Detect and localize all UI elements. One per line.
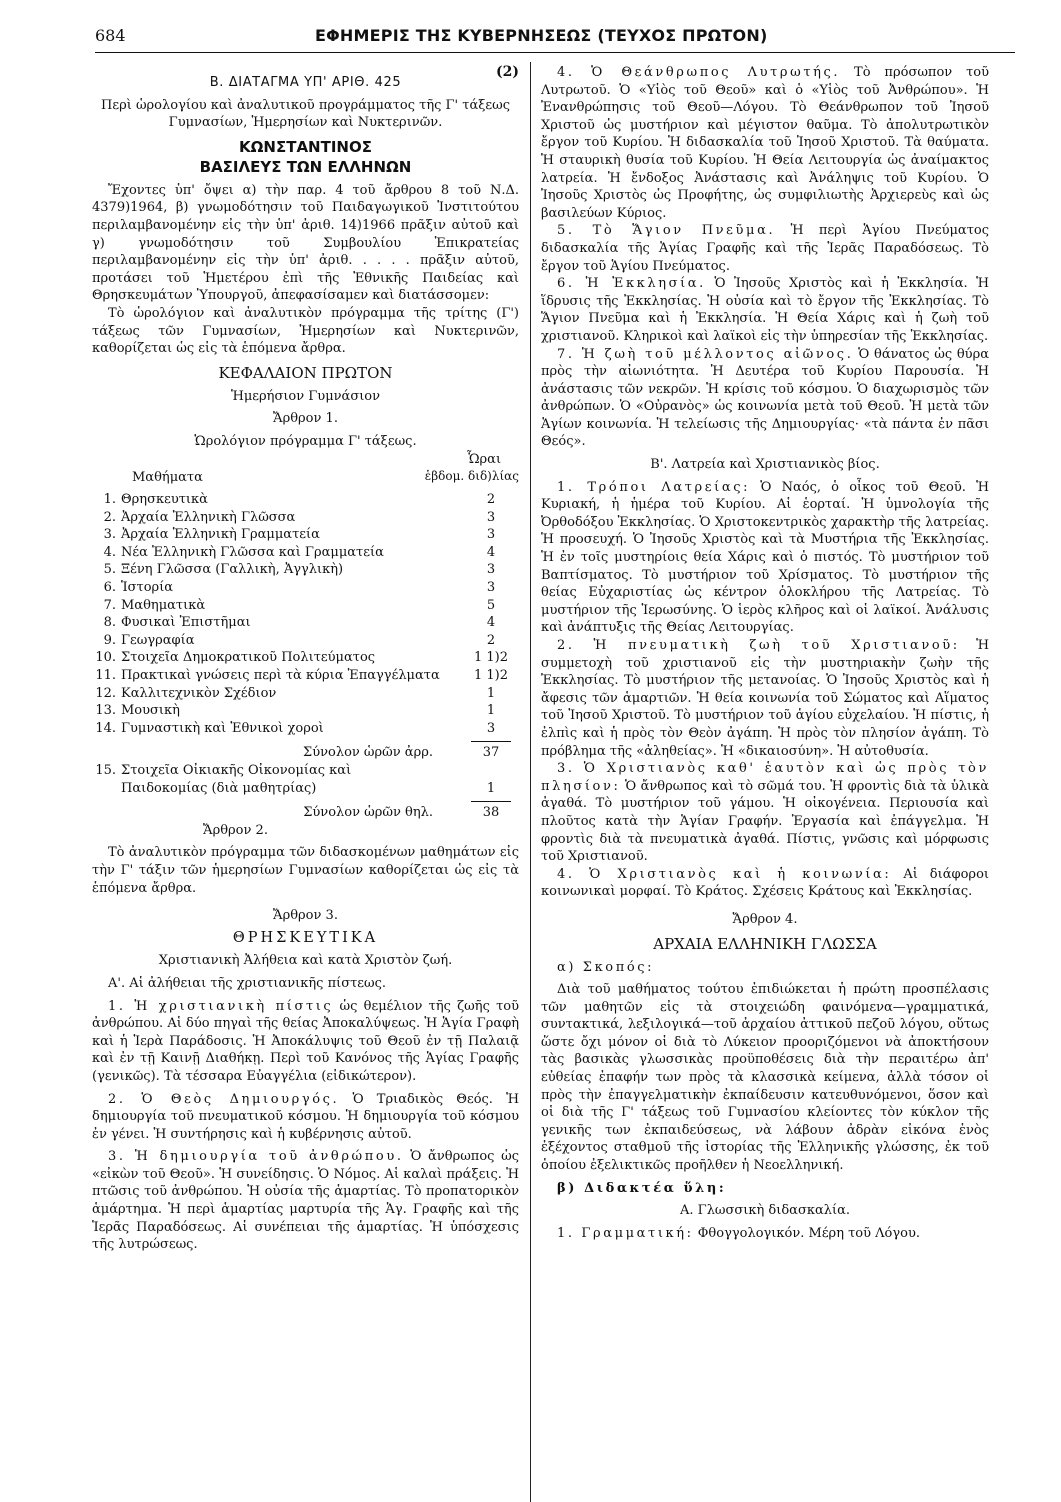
- teaching-matter-heading: β) Διδακτέα ὕλη:: [557, 1180, 727, 1196]
- chapter-subheading: Ἡμερήσιον Γυμνάσιον: [230, 388, 381, 404]
- intro-paragraph: Τὸ ὡρολόγιον καὶ ἀναλυτικὸν πρόγραμμα τῆς τρίτης (Γ') τάξεως τῶν Γυμνασίων, Ἡμερησίων καὶ Νυκτερινῶν, καθορίζεται ὡς εἰς τὰ ἑπόμενα ἄρθρα.: [92, 305, 519, 357]
- worship-item-1-title: 1. Τρόποι Λατρείας:: [557, 479, 751, 495]
- article-1-heading: Ἄρθρον 1.: [273, 411, 338, 427]
- section-b-heading: Β'. Λατρεία καὶ Χριστιανικὸς βίος.: [650, 457, 880, 473]
- table-row: 4. Νέα Ἑλληνικὴ Γλῶσσα καὶ Γραμματεία 4: [103, 544, 496, 560]
- religion-item-5-title: 5. Τὸ Ἅγιον Πνεῦμα.: [557, 223, 776, 239]
- table-row: 10. Στοιχεῖα Δημοκρατικοῦ Πολιτεύματος 1 1)2: [95, 650, 509, 666]
- religion-item-5: 5. Τὸ Ἅγιον Πνεῦμα. Ἡ περὶ Ἁγίου Πνεύματος διδασκαλία τῆς Ἁγίας Γραφῆς καὶ τῆς Ἱερᾶς Παραδόσεως. Τὸ ἔργον τοῦ Ἁγίου Πνεύματος.: [541, 223, 989, 274]
- table-row: 2. Ἀρχαία Ἑλληνικὴ Γλῶσσα 3: [103, 509, 496, 525]
- table-row: 11. Πρακτικαὶ γνώσεις περὶ τὰ κύρια Ἐπαγγέλματα 1 1)2: [95, 668, 509, 684]
- decree-title: Β. ΔΙΑΤΑΓΜΑ ΥΠ' ΑΡΙΘ. 425: [209, 75, 402, 90]
- grammar-item: 1. Γραμματική: Φθογγολογικόν. Μέρη τοῦ Λόγου.: [557, 1225, 921, 1241]
- religion-item-2: 2. Ὁ Θεὸς Δημιουργός. Ὁ Τριαδικὸς Θεός. Ἡ δημιουργία τοῦ πνευματικοῦ κόσμου. Ἡ δημιουργία τοῦ κόσμου ἐν γένει. Ἡ συντήρησις καὶ ἡ κυβέρνησις αὐτοῦ.: [92, 1091, 519, 1142]
- hours-column-subheader: ἑβδομ. διδ)λίας: [424, 469, 519, 484]
- total-girls-row: [92, 802, 519, 822]
- timetable-title: Ὡρολόγιον πρόγραμμα Γ' τάξεως.: [194, 433, 417, 449]
- left-column: [92, 64, 519, 1254]
- page-header: [95, 26, 1015, 53]
- king-title: ΒΑΣΙΛΕΥΣ ΤΩΝ ΕΛΛΗΝΩΝ: [199, 157, 412, 176]
- preamble: Ἔχοντες ὑπ' ὄψει α) τὴν παρ. 4 τοῦ ἄρθρου 8 τοῦ Ν.Δ. 4379)1964, β) γνωμοδότησιν τοῦ Παιδαγωγικοῦ Ἰνστιτούτου περιλαμβανομένην εἰς τὴν ὑπ' ἀριθ. 14)1966 πρᾶξιν αὐτοῦ καὶ γ) γνωμοδότησιν τοῦ Συμβουλίου Ἐπικρατείας περιλαμβανομένην εἰς τὴν ὑπ' ἀριθ. . . . . πρᾶξιν αὐτοῦ, προτάσει τοῦ Ἡμετέρου ἐπὶ τῆς Ἐθνικῆς Παιδείας καὶ Θρησκευμάτων Ὑπουργοῦ, ἀπεφασίσαμεν καὶ διατάσσομεν:: [92, 182, 519, 304]
- decree-subject: Περὶ ὡρολογίου καὶ ἀναλυτικοῦ προγράμματος τῆς Γ' τάξεως Γυμνασίων, Ἡμερησίων καὶ Νυκτερινῶν.: [101, 97, 510, 131]
- worship-item-4-title: 4. Ὁ Χριστιανὸς καὶ ἡ κοινωνία:: [557, 866, 892, 882]
- right-column: [541, 64, 989, 1242]
- table-row: 3. Ἀρχαία Ἑλληνικὴ Γραμματεία 3: [103, 527, 496, 543]
- hours-column-header: Ὧραι: [466, 451, 502, 467]
- article-2-text: Τὸ ἀναλυτικὸν πρόγραμμα τῶν διδασκομένων μαθημάτων εἰς τὴν Γ' τάξιν τῶν ἡμερησίων Γυμνασίων καθορίζεται ὡς εἰς τὰ ἑπόμενα ἄρθρα.: [92, 845, 519, 896]
- total-boys-row: [92, 742, 519, 762]
- table-row: 1. Θρησκευτικὰ 2: [103, 492, 496, 508]
- religion-item-7: 7. Ἡ ζωὴ τοῦ μέλλοντος αἰῶνος. Ὁ θάνατος ὡς θύρα πρὸς τὴν αἰωνιότητα. Ἡ Δευτέρα τοῦ Κυρίου Παρουσία. Ἡ ἀνάστασις τῶν νεκρῶν. Ἡ κρίσις τοῦ κόσμου. Ὁ διαχωρισμὸς τῶν ἀνθρώπων. Ὁ «Οὐρανὸς» ὡς κοινωνία μετὰ τοῦ Θεοῦ. Ἡ μετὰ τῶν Ἁγίων κοινωνία. Ἡ τελείωσις τῆς Δημιουργίας· «τὰ πάντα ἐν πᾶσι Θεός».: [541, 346, 989, 450]
- religion-item-4-title: 4. Ὁ Θεάνθρωπος Λυτρωτής.: [557, 65, 841, 80]
- religion-item-6-title: 6. Ἡ Ἐκκλησία.: [557, 276, 706, 292]
- column-divider: [530, 62, 531, 1502]
- worship-item-3: 3. Ὁ Χριστιανὸς καθ' ἑαυτὸν καὶ ὡς πρὸς τὸν πλησίον: Ὁ ἄνθρωπος καὶ τὸ σῶμά του. Ἡ φροντὶς διὰ τὰ ὑλικὰ ἀγαθά. Τὸ μυστήριον τοῦ γάμου. Ἡ οἰκογένεια. Περιουσία καὶ πλοῦτος κατὰ τὴν Ἁγίαν Γραφήν. Ἐργασία καὶ ἐπάγγελμα. Ἡ φροντὶς διὰ τὰ πνευματικὰ ἀγαθά. Πίστις, γνῶσις καὶ μόρφωσις τοῦ Χριστιανοῦ.: [541, 761, 989, 865]
- religion-item-2-title: 2. Ὁ Θεὸς Δημιουργός.: [108, 1091, 340, 1107]
- king-name: ΚΩΝΣΤΑΝΤΙΝΟΣ: [239, 137, 372, 156]
- running-title: ΕΦΗΜΕΡΙΣ ΤΗΣ ΚΥΒΕΡΝΗΣΕΩΣ (ΤΕΥΧΟΣ ΠΡΩΤΟΝ): [315, 26, 768, 45]
- religion-item-3-title: 3. Ἡ δημιουργία τοῦ ἀνθρώπου.: [108, 1149, 404, 1165]
- worship-item-4: 4. Ὁ Χριστιανὸς καὶ ἡ κοινωνία: Αἱ διάφοροι κοινωνικαὶ μορφαί. Τὸ Κράτος. Σχέσεις Κράτους καὶ Ἐκκλησίας.: [541, 866, 989, 900]
- article-4-heading: Ἄρθρον 4.: [732, 911, 798, 927]
- document-number: (2): [496, 64, 519, 80]
- grammar-item-title: 1. Γραμματική:: [557, 1225, 694, 1241]
- table-row: 13. Μουσικὴ 1: [95, 703, 496, 719]
- section-a-heading: Α'. Αἱ ἀλήθειαι τῆς χριστιανικῆς πίστεως.: [108, 975, 387, 991]
- religion-item-1-title: 1. Ἡ χριστιανικὴ πίστις: [108, 998, 334, 1014]
- religion-item-3: 3. Ἡ δημιουργία τοῦ ἀνθρώπου. Ὁ ἄνθρωπος ὡς «εἰκὼν τοῦ Θεοῦ». Ἡ συνείδησις. Ὁ Νόμος. Αἱ καλαὶ πράξεις. Ἡ πτῶσις τοῦ ἀνθρώπου. Ἡ οὐσία τῆς ἁμαρτίας. Τὸ προπατορικὸν ἁμάρτημα. Ἡ περὶ ἁμαρτίας μαρτυρία τῆς Ἁγ. Γραφῆς καὶ τῆς Ἱερᾶς Παραδόσεως. Αἱ συνέπειαι τῆς ἁμαρτίας. Ἡ ὑπόσχεσις τῆς λυτρώσεως.: [92, 1149, 519, 1253]
- aim-text: Διὰ τοῦ μαθήματος τούτου ἐπιδιώκεται ἡ πρώτη προσπέλασις τῶν μαθητῶν εἰς τὰ στοιχειώδη φαινόμενα—γραμματικά, συντακτικά, λεξιλογικά—τοῦ ἀρχαίου ἀττικοῦ πεζοῦ λόγου, οὕτως ὥστε ὄχι μόνον οἱ διὰ τὸ Λύκειον προοριζόμενοι νὰ ἀποκτήσουν τὰς βασικὰς γλωσσικὰς προϋποθέσεις διὰ τὴν περαιτέρω ἀπ' εὐθείας ἐπαφήν των πρὸς τὰ κλασσικὰ κείμενα, ἀλλὰ τόσον οἱ πρὸς τὴν ἐπαγγελματικὴν ἐκπαίδευσιν κατευθυνόμενοι, ὅσον καὶ οἱ διὰ τῆς Γ' τάξεως τοῦ Γυμνασίου κλείοντες τὸν κύκλον τῆς γενικῆς των ἐκπαιδεύσεως, νὰ λάβουν ἀδρὰν εἰκόνα ἑνὸς ἐξέχοντος σταθμοῦ τῆς ἱστορίας τῆς Ἑλληνικῆς γλώσσης, ἐκ τοῦ ὁποίου ἐξελικτικῶς προῆλθεν ἡ Νεοελληνική.: [541, 982, 989, 1174]
- subject-column-header: Μαθήματα: [132, 469, 203, 485]
- total-boys-label: Σύνολον ὡρῶν ἀρρ.: [303, 745, 433, 761]
- table-row: 5. Ξένη Γλῶσσα (Γαλλικὴ, Ἀγγλικὴ) 3: [103, 562, 496, 578]
- total-boys-value: 37: [482, 745, 500, 761]
- table-row: 12. Καλλιτεχνικὸν Σχέδιον 1: [95, 685, 496, 701]
- ancient-greek-heading: ΑΡΧΑΙΑ ΕΛΛΗΝΙΚΗ ΓΛΩΣΣΑ: [653, 934, 877, 953]
- religion-heading: ΘΡΗΣΚΕΥΤΙΚΑ: [232, 929, 379, 946]
- worship-item-3-title: 3. Ὁ Χριστιανὸς καθ' ἑαυτὸν καὶ ὡς πρὸς τὸν πλησίον:: [541, 761, 989, 794]
- page-number: 684: [95, 26, 126, 45]
- table-row: 6. Ἱστορία 3: [103, 580, 496, 596]
- table-row: 15. Στοιχεῖα Οἰκιακῆς Οἰκονομίας καὶ Παιδοκομίας (διὰ μαθητρίας) 1: [95, 763, 496, 796]
- religion-item-6: 6. Ἡ Ἐκκλησία. Ὁ Ἰησοῦς Χριστὸς καὶ ἡ Ἐκκλησία. Ἡ ἵδρυσις τῆς Ἐκκλησίας. Ἡ οὐσία καὶ τὸ ἔργον τῆς Ἐκκλησίας. Τὸ Ἅγιον Πνεῦμα καὶ ἡ Ἐκκλησία. Ἡ Θεία Χάρις καὶ ἡ ζωὴ τοῦ χριστιανοῦ. Κληρικοὶ καὶ λαϊκοὶ εἰς τὴν ὑπηρεσίαν τῆς Ἐκκλησίας.: [541, 276, 990, 344]
- worship-item-2: 2. Ἡ πνευματικὴ ζωὴ τοῦ Χριστιανοῦ: Ἡ συμμετοχὴ τοῦ χριστιανοῦ εἰς τὴν μυστηριακὴν ζωὴν τῆς Ἐκκλησίας. Τὸ μυστήριον τῆς μετανοίας. Ὁ Ἰησοῦς Χριστὸς καὶ ἡ ἄφεσις τῶν ἁμαρτιῶν. Ἡ θεία κοινωνία τοῦ Σώματος καὶ Αἵματος τοῦ Ἰησοῦ Χριστοῦ. Τὸ μυστήριον τοῦ ἁγίου εὐχελαίου. Ἡ πίστις, ἡ ἐλπὶς καὶ ἡ πρὸς τὸν Θεὸν ἀγάπη. Ἡ πρὸς τὸν πλησίον ἀγάπη. Τὸ πρόβλημα τῆς «ἀληθείας». Ἡ «δικαιοσύνη». Ἡ αὐτοθυσία.: [541, 638, 989, 759]
- religion-subheading: Χριστιανικὴ Ἀλήθεια καὶ κατὰ Χριστὸν ζωή.: [158, 953, 453, 969]
- table-row: 14. Γυμναστικὴ καὶ Ἐθνικοὶ χοροὶ 3: [95, 720, 496, 736]
- worship-item-1: 1. Τρόποι Λατρείας: Ὁ Ναός, ὁ οἶκος τοῦ Θεοῦ. Ἡ Κυριακή, ἡ ἡμέρα τοῦ Κυρίου. Αἱ ἑορταί. Ἡ ὑμνολογία τῆς Ὀρθοδόξου Ἐκκλησίας. Ὁ Χριστοκεντρικὸς χαρακτὴρ τῆς λατρείας. Ἡ προσευχή. Ὁ Ἰησοῦς Χριστὸς καὶ τὰ Μυστήρια τῆς Ἐκκλησίας. Ἡ ἐν τοῖς μυστηρίοις θεία Χάρις καὶ ὁ πιστός. Τὸ μυστήριον τοῦ Βαπτίσματος. Τὸ μυστήριον τοῦ Χρίσματος. Τὸ μυστήριον τῆς θείας Εὐχαριστίας ὡς κέντρον ὁλοκλήρου τῆς Λατρείας. Τὸ μυστήριον τῆς Ἱερωσύνης. Ὁ ἱερὸς κλῆρος καὶ οἱ λαϊκοί. Ἀνάλυσις καὶ ἀνάπτυξις τῆς Θείας Λειτουργίας.: [541, 479, 989, 636]
- table-row: 7. Μαθηματικὰ 5: [103, 597, 496, 613]
- article-3-heading: Ἄρθρον 3.: [273, 908, 338, 924]
- religion-item-1: 1. Ἡ χριστιανικὴ πίστις ὡς θεμέλιον τῆς ζωῆς τοῦ ἀνθρώπου. Αἱ δύο πηγαὶ τῆς θείας Ἀποκαλύψεως. Ἡ Ἁγία Γραφὴ καὶ ἡ Ἱερὰ Παράδοσις. Ἡ Ἀποκάλυψις τοῦ Θεοῦ ἐν τῇ Παλαιᾷ καὶ ἐν τῇ Καινῇ Διαθήκῃ. Περὶ τοῦ Κανόνος τῆς Ἁγίας Γραφῆς (γενικῶς). Τὰ τέσσαρα Εὐαγγέλια (εἰδικώτερον).: [92, 998, 519, 1084]
- aim-heading: α) Σκοπός:: [557, 959, 655, 975]
- table-row: 9. Γεωγραφία 2: [103, 632, 496, 648]
- religion-item-4: 4. Ὁ Θεάνθρωπος Λυτρωτής. Τὸ πρόσωπον τοῦ Λυτρωτοῦ. Ὁ «Υἱὸς τοῦ Θεοῦ» καὶ ὁ «Υἱὸς τοῦ Ἀνθρώπου». Ἡ Ἐνανθρώπησις τοῦ Θεοῦ—Λόγου. Τὸ Θεάνθρωπον τοῦ Ἰησοῦ Χριστοῦ ὡς μυστήριον καὶ μέγιστον θαῦμα. Τὸ ἀπολυτρωτικὸν ἔργον τοῦ Κυρίου. Ἡ διδασκαλία τοῦ Ἰησοῦ Χριστοῦ. Τὰ θαύματα. Ἡ σταυρικὴ θυσία τοῦ Κυρίου. Ἡ Θεία Λειτουργία ὡς ἀναίμακτος λατρεία. Ἡ ἔνδοξος Ἀνάστασις καὶ Ἀνάληψις τοῦ Κυρίου. Ὁ Ἰησοῦς Χριστὸς ὡς Προφήτης, ὡς συμφιλιωτὴς Ἀρχιερεὺς καὶ ὡς βασιλεύων Κύριος.: [541, 65, 989, 221]
- total-girls-label: Σύνολον ὡρῶν θηλ.: [303, 805, 433, 821]
- language-teaching-heading: Α. Γλωσσικὴ διδασκαλία.: [680, 1203, 850, 1219]
- religion-item-7-title: 7. Ἡ ζωὴ τοῦ μέλλοντος αἰῶνος.: [557, 346, 854, 362]
- article-2-heading: Ἄρθρον 2.: [203, 822, 268, 838]
- timetable: [92, 451, 519, 822]
- table-row: 8. Φυσικαὶ Ἐπιστῆμαι 4: [103, 615, 496, 631]
- total-girls-value: 38: [482, 805, 500, 821]
- worship-item-2-title: 2. Ἡ πνευματικὴ ζωὴ τοῦ Χριστιανοῦ:: [557, 638, 960, 653]
- chapter-heading: ΚΕΦΑΛΑΙΟΝ ΠΡΩΤΟΝ: [218, 363, 393, 382]
